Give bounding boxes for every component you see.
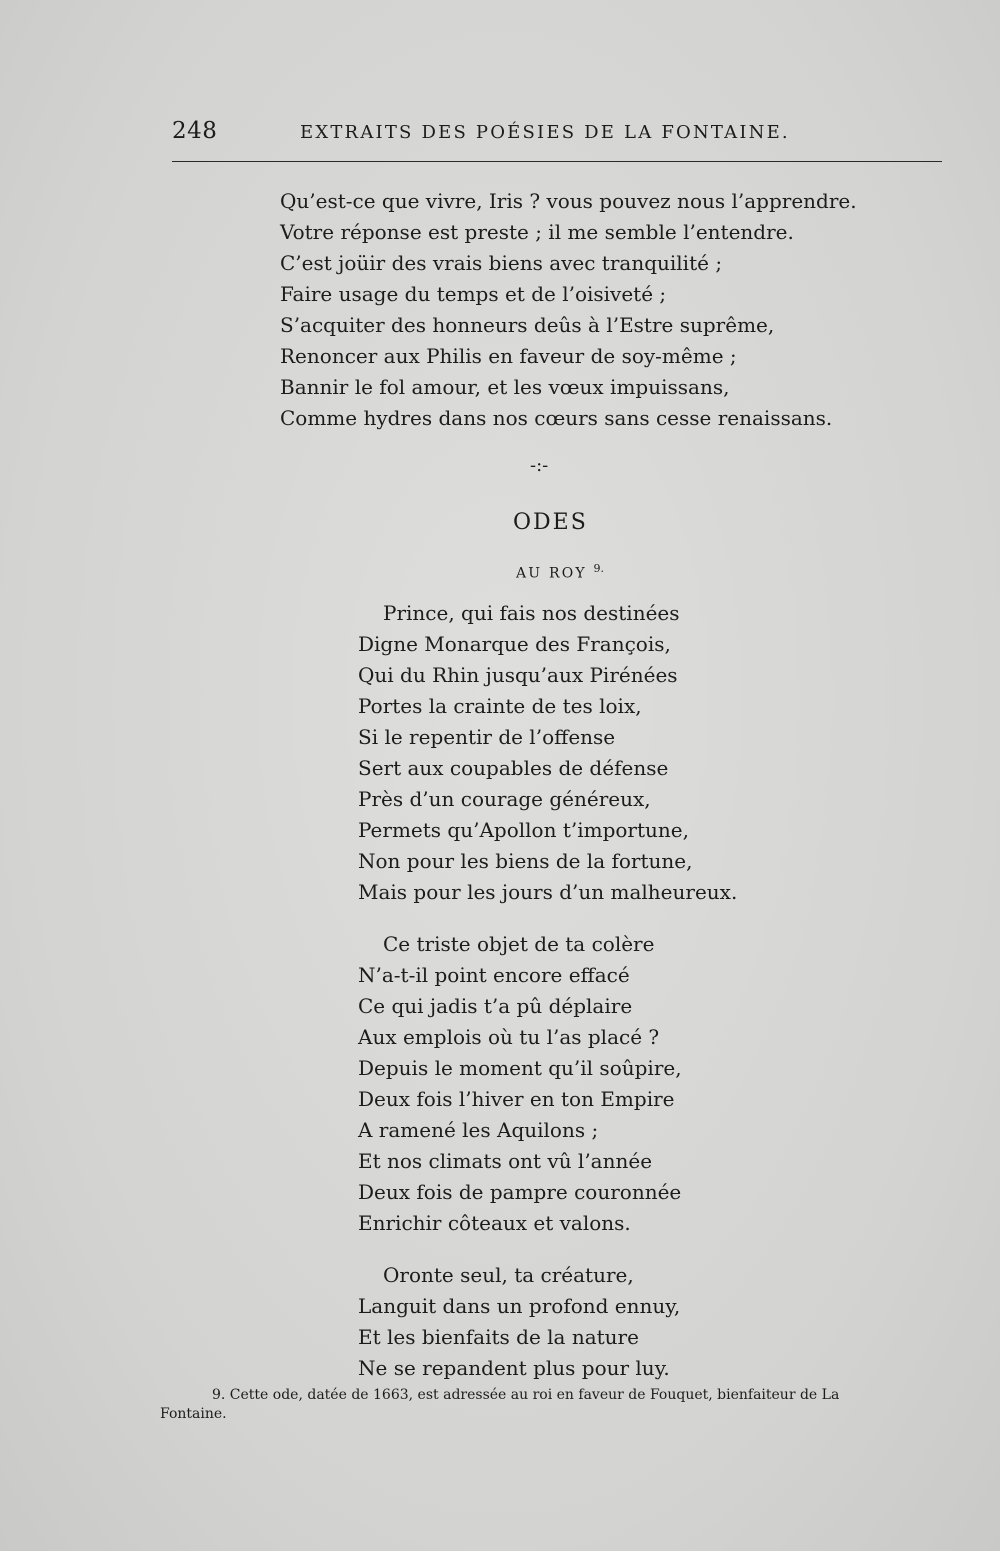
verse-line: Non pour les biens de la fortune, xyxy=(358,849,693,873)
footnote-line: Fontaine. xyxy=(160,1406,227,1422)
section-ornament: -:- xyxy=(530,455,549,476)
verse-line: Portes la crainte de tes loix, xyxy=(358,694,642,718)
verse-line: Ce triste objet de ta colère xyxy=(383,932,655,956)
verse-line: Permets qu’Apollon t’importune, xyxy=(358,818,689,842)
section-title: ODES xyxy=(513,510,588,535)
verse-line: Ce qui jadis t’a pû déplaire xyxy=(358,994,633,1018)
verse-line: Si le repentir de l’offense xyxy=(358,725,616,749)
running-title: EXTRAITS DES POÉSIES DE LA FONTAINE. xyxy=(300,122,790,143)
verse-line: Languit dans un profond ennuy, xyxy=(358,1294,681,1318)
verse-line: Et nos climats ont vû l’année xyxy=(358,1149,653,1173)
verse-line: Et les bienfaits de la nature xyxy=(358,1325,639,1349)
footnote-line: 9. Cette ode, datée de 1663, est adressée au roi en faveur de Fouquet, bienfaiteur de La xyxy=(212,1387,840,1403)
verse-line: Depuis le moment qu’il soûpire, xyxy=(358,1056,682,1080)
footnote xyxy=(160,1386,940,1424)
footnote-reference: 9. xyxy=(593,562,604,575)
verse-line: Qui du Rhin jusqu’aux Pirénées xyxy=(358,663,678,687)
verse-line: Comme hydres dans nos cœurs sans cesse renaissans. xyxy=(280,406,833,430)
verse-epistle-ending xyxy=(280,186,857,434)
page-header xyxy=(172,118,942,148)
verse-line: Près d’un courage généreux, xyxy=(358,787,651,811)
verse-line: Qu’est-ce que vivre, Iris ? vous pouvez nous l’apprendre. xyxy=(280,189,857,213)
verse-line: C’est joüir des vrais biens avec tranquilité ; xyxy=(280,251,723,275)
verse-line: Oronte seul, ta créature, xyxy=(383,1263,634,1287)
verse-line: Sert aux coupables de défense xyxy=(358,756,669,780)
verse-line: Faire usage du temps et de l’oisiveté ; xyxy=(280,282,667,306)
section-subtitle xyxy=(516,562,604,582)
verse-line: A ramené les Aquilons ; xyxy=(358,1118,599,1142)
ode-stanza-1 xyxy=(358,598,737,908)
verse-line: Digne Monarque des François, xyxy=(358,632,671,656)
ode-stanza-2 xyxy=(358,929,682,1239)
verse-line: Deux fois de pampre couronnée xyxy=(358,1180,682,1204)
verse-line: Enrichir côteaux et valons. xyxy=(358,1211,631,1235)
verse-line: Deux fois l’hiver en ton Empire xyxy=(358,1087,675,1111)
verse-line: Ne se repandent plus pour luy. xyxy=(358,1356,670,1380)
verse-line: Aux emplois où tu l’as placé ? xyxy=(358,1025,660,1049)
ode-stanza-3 xyxy=(358,1260,680,1384)
header-rule xyxy=(172,161,942,162)
verse-line: S’acquiter des honneurs deûs à l’Estre suprême, xyxy=(280,313,775,337)
subtitle-text: AU ROY xyxy=(516,565,587,582)
verse-line: Bannir le fol amour, et les vœux impuissans, xyxy=(280,375,730,399)
page-number: 248 xyxy=(172,118,218,144)
verse-line: Prince, qui fais nos destinées xyxy=(383,601,680,625)
verse-line: Mais pour les jours d’un malheureux. xyxy=(358,880,738,904)
verse-line: N’a-t-il point encore effacé xyxy=(358,963,630,987)
verse-line: Votre réponse est preste ; il me semble l’entendre. xyxy=(280,220,794,244)
verse-line: Renoncer aux Philis en faveur de soy-même ; xyxy=(280,344,737,368)
